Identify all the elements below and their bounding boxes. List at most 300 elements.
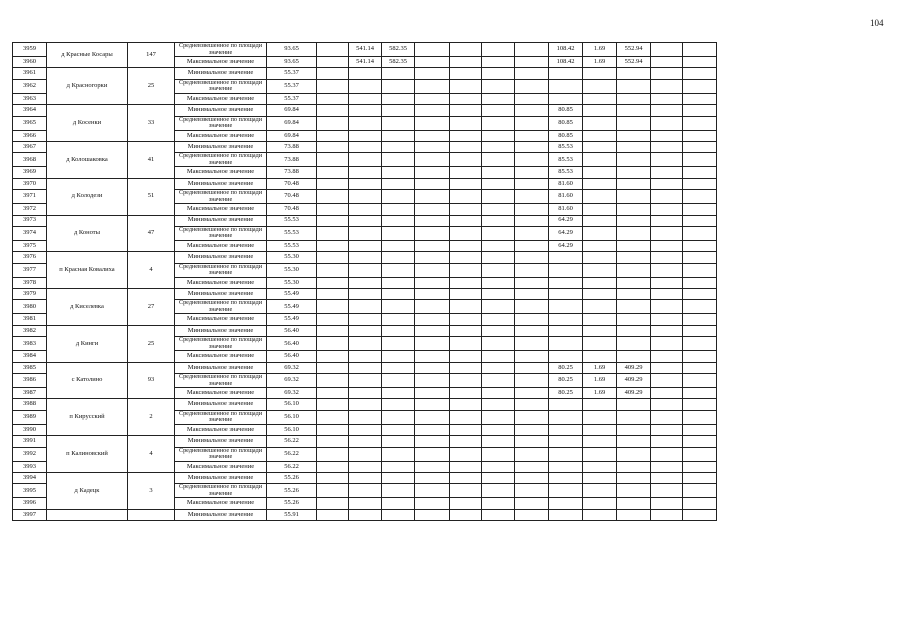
value-cell xyxy=(382,190,415,204)
value-cell xyxy=(617,484,651,498)
value-cell: 55.30 xyxy=(267,263,317,277)
value-cell xyxy=(617,252,651,263)
row-number: 3959 xyxy=(13,43,47,57)
population-count xyxy=(128,509,175,520)
value-cell xyxy=(317,498,349,509)
value-cell xyxy=(651,116,683,130)
value-cell xyxy=(549,484,583,498)
value-cell xyxy=(317,226,349,240)
value-cell xyxy=(415,277,450,288)
value-cell xyxy=(651,153,683,167)
value-cell xyxy=(349,167,382,178)
value-cell: 55.53 xyxy=(267,240,317,251)
value-cell xyxy=(583,252,617,263)
population-count: 147 xyxy=(128,43,175,68)
value-cell xyxy=(317,424,349,435)
population-count: 2 xyxy=(128,399,175,436)
value-cell: 81.60 xyxy=(549,204,583,215)
value-cell xyxy=(450,436,482,447)
value-cell xyxy=(450,263,482,277)
value-cell xyxy=(415,325,450,336)
value-cell xyxy=(515,240,549,251)
value-cell xyxy=(651,68,683,79)
value-cell xyxy=(583,351,617,362)
value-cell xyxy=(349,240,382,251)
value-cell xyxy=(317,472,349,483)
row-number: 3990 xyxy=(13,424,47,435)
value-cell xyxy=(515,190,549,204)
value-cell xyxy=(349,252,382,263)
value-cell xyxy=(583,337,617,351)
value-kind-label: Минимальное значение xyxy=(175,215,267,226)
value-cell xyxy=(683,79,717,93)
row-number: 3962 xyxy=(13,79,47,93)
value-cell xyxy=(382,374,415,388)
value-cell xyxy=(651,57,683,68)
value-cell xyxy=(549,410,583,424)
value-cell xyxy=(617,351,651,362)
population-count: 4 xyxy=(128,436,175,473)
page-number: 104 xyxy=(870,18,884,28)
value-cell xyxy=(415,240,450,251)
value-kind-label: Средневзвешенное по площади значение xyxy=(175,43,267,57)
value-cell xyxy=(382,153,415,167)
value-kind-label: Средневзвешенное по площади значение xyxy=(175,116,267,130)
value-cell xyxy=(317,215,349,226)
value-cell xyxy=(583,424,617,435)
value-cell xyxy=(617,314,651,325)
value-cell xyxy=(415,79,450,93)
row-number: 3985 xyxy=(13,362,47,373)
value-cell xyxy=(382,447,415,461)
value-cell xyxy=(450,215,482,226)
value-cell xyxy=(482,43,515,57)
row-number: 3961 xyxy=(13,68,47,79)
value-cell xyxy=(651,337,683,351)
value-cell xyxy=(415,447,450,461)
value-cell xyxy=(349,190,382,204)
value-cell: 85.53 xyxy=(549,153,583,167)
value-cell xyxy=(450,374,482,388)
value-cell xyxy=(482,153,515,167)
table-row xyxy=(13,252,717,263)
settlement-name: д Колодези xyxy=(47,178,128,215)
settlement-name: д Красные Косары xyxy=(47,43,128,68)
value-cell xyxy=(617,509,651,520)
value-cell xyxy=(683,399,717,410)
settlement-name: д Красногорки xyxy=(47,68,128,105)
value-cell xyxy=(683,57,717,68)
value-cell xyxy=(317,300,349,314)
value-cell xyxy=(317,153,349,167)
value-cell xyxy=(651,240,683,251)
value-cell xyxy=(515,362,549,373)
table-row xyxy=(13,178,717,189)
value-cell xyxy=(382,178,415,189)
value-cell xyxy=(549,325,583,336)
row-number: 3995 xyxy=(13,484,47,498)
value-cell xyxy=(317,105,349,116)
value-cell xyxy=(651,130,683,141)
value-cell xyxy=(549,399,583,410)
value-cell xyxy=(683,314,717,325)
value-cell xyxy=(349,314,382,325)
row-number: 3987 xyxy=(13,388,47,399)
value-cell xyxy=(450,461,482,472)
value-cell xyxy=(515,252,549,263)
value-cell: 1.69 xyxy=(583,388,617,399)
value-cell xyxy=(651,289,683,300)
value-cell xyxy=(482,351,515,362)
value-cell xyxy=(450,399,482,410)
value-kind-label: Средневзвешенное по площади значение xyxy=(175,226,267,240)
value-cell xyxy=(651,325,683,336)
value-kind-label: Максимальное значение xyxy=(175,93,267,104)
value-cell xyxy=(317,277,349,288)
value-cell xyxy=(549,351,583,362)
value-cell xyxy=(317,79,349,93)
value-cell xyxy=(349,374,382,388)
value-cell xyxy=(415,215,450,226)
population-count: 51 xyxy=(128,178,175,215)
value-cell xyxy=(415,314,450,325)
value-cell xyxy=(450,93,482,104)
value-kind-label: Минимальное значение xyxy=(175,178,267,189)
value-cell xyxy=(583,93,617,104)
value-cell xyxy=(617,153,651,167)
value-cell xyxy=(651,472,683,483)
value-cell: 552.94 xyxy=(617,57,651,68)
value-cell xyxy=(683,509,717,520)
value-cell xyxy=(382,68,415,79)
value-cell xyxy=(317,57,349,68)
value-cell xyxy=(450,252,482,263)
value-cell xyxy=(349,362,382,373)
value-cell xyxy=(317,43,349,57)
value-cell: 409.29 xyxy=(617,362,651,373)
value-cell xyxy=(415,153,450,167)
value-cell xyxy=(450,289,482,300)
value-cell xyxy=(583,190,617,204)
value-cell xyxy=(482,362,515,373)
value-cell xyxy=(482,178,515,189)
value-cell xyxy=(617,105,651,116)
value-cell xyxy=(382,130,415,141)
value-cell xyxy=(415,263,450,277)
value-cell xyxy=(549,314,583,325)
value-cell xyxy=(482,277,515,288)
data-table xyxy=(12,42,717,521)
value-cell xyxy=(651,314,683,325)
value-cell xyxy=(382,472,415,483)
value-cell xyxy=(317,263,349,277)
value-kind-label: Максимальное значение xyxy=(175,277,267,288)
value-cell xyxy=(450,130,482,141)
value-cell: 409.29 xyxy=(617,388,651,399)
value-kind-label: Минимальное значение xyxy=(175,399,267,410)
value-cell xyxy=(651,509,683,520)
value-cell xyxy=(450,226,482,240)
value-cell xyxy=(515,484,549,498)
value-cell xyxy=(450,153,482,167)
value-cell xyxy=(482,498,515,509)
value-cell xyxy=(450,314,482,325)
value-cell xyxy=(583,277,617,288)
value-cell: 80.85 xyxy=(549,116,583,130)
value-cell xyxy=(415,424,450,435)
row-number: 3991 xyxy=(13,436,47,447)
value-cell xyxy=(349,263,382,277)
population-count: 25 xyxy=(128,325,175,362)
value-cell xyxy=(683,215,717,226)
value-cell xyxy=(482,141,515,152)
value-cell xyxy=(617,215,651,226)
value-cell xyxy=(515,388,549,399)
value-cell xyxy=(683,252,717,263)
row-number: 3970 xyxy=(13,178,47,189)
value-cell xyxy=(617,461,651,472)
value-cell: 56.10 xyxy=(267,424,317,435)
value-cell xyxy=(651,178,683,189)
value-cell xyxy=(583,399,617,410)
value-cell xyxy=(317,399,349,410)
value-cell xyxy=(450,472,482,483)
value-cell xyxy=(482,263,515,277)
value-cell xyxy=(382,263,415,277)
value-cell xyxy=(349,472,382,483)
value-cell xyxy=(317,289,349,300)
value-cell xyxy=(683,374,717,388)
row-number: 3983 xyxy=(13,337,47,351)
value-cell: 73.88 xyxy=(267,167,317,178)
value-cell xyxy=(515,314,549,325)
value-cell: 55.26 xyxy=(267,484,317,498)
value-cell xyxy=(482,337,515,351)
value-cell xyxy=(683,337,717,351)
value-cell xyxy=(450,447,482,461)
value-cell xyxy=(349,337,382,351)
value-cell xyxy=(317,337,349,351)
value-cell xyxy=(683,424,717,435)
value-cell: 69.32 xyxy=(267,374,317,388)
value-cell xyxy=(583,204,617,215)
value-cell xyxy=(617,263,651,277)
value-kind-label: Средневзвешенное по площади значение xyxy=(175,263,267,277)
value-cell xyxy=(415,130,450,141)
value-cell: 69.84 xyxy=(267,105,317,116)
row-number: 3974 xyxy=(13,226,47,240)
value-cell xyxy=(382,116,415,130)
value-cell xyxy=(415,252,450,263)
table-row xyxy=(13,141,717,152)
value-cell: 81.60 xyxy=(549,178,583,189)
population-count: 47 xyxy=(128,215,175,252)
value-cell xyxy=(515,105,549,116)
value-cell xyxy=(349,226,382,240)
value-cell xyxy=(482,105,515,116)
value-cell xyxy=(583,240,617,251)
value-cell xyxy=(482,204,515,215)
value-cell xyxy=(317,351,349,362)
value-cell xyxy=(317,436,349,447)
row-number: 3965 xyxy=(13,116,47,130)
value-cell xyxy=(651,204,683,215)
value-cell xyxy=(617,79,651,93)
value-cell: 55.30 xyxy=(267,252,317,263)
value-cell xyxy=(651,300,683,314)
value-cell xyxy=(549,252,583,263)
row-number: 3978 xyxy=(13,277,47,288)
value-cell xyxy=(683,43,717,57)
value-cell xyxy=(349,351,382,362)
row-number: 3964 xyxy=(13,105,47,116)
row-number: 3982 xyxy=(13,325,47,336)
value-cell xyxy=(317,204,349,215)
value-cell xyxy=(482,509,515,520)
value-kind-label: Минимальное значение xyxy=(175,289,267,300)
value-cell xyxy=(651,167,683,178)
value-cell xyxy=(450,167,482,178)
value-kind-label: Минимальное значение xyxy=(175,68,267,79)
value-kind-label: Максимальное значение xyxy=(175,240,267,251)
row-number: 3989 xyxy=(13,410,47,424)
value-cell xyxy=(349,277,382,288)
value-cell xyxy=(382,410,415,424)
value-cell xyxy=(482,289,515,300)
value-cell xyxy=(415,337,450,351)
value-cell xyxy=(515,325,549,336)
value-cell xyxy=(515,130,549,141)
value-cell xyxy=(450,424,482,435)
value-cell xyxy=(349,105,382,116)
value-cell xyxy=(382,277,415,288)
value-cell: 56.40 xyxy=(267,325,317,336)
value-cell xyxy=(683,263,717,277)
value-cell xyxy=(651,436,683,447)
value-cell xyxy=(549,289,583,300)
population-count: 33 xyxy=(128,105,175,142)
value-cell xyxy=(617,116,651,130)
value-cell xyxy=(482,116,515,130)
value-cell xyxy=(482,447,515,461)
value-cell xyxy=(450,141,482,152)
value-cell xyxy=(415,226,450,240)
value-kind-label: Максимальное значение xyxy=(175,351,267,362)
value-cell: 85.53 xyxy=(549,167,583,178)
value-cell xyxy=(450,190,482,204)
value-cell xyxy=(382,314,415,325)
value-cell: 55.53 xyxy=(267,226,317,240)
value-cell xyxy=(683,167,717,178)
value-cell xyxy=(317,190,349,204)
value-cell xyxy=(450,300,482,314)
value-cell xyxy=(415,116,450,130)
value-cell xyxy=(549,277,583,288)
value-kind-label: Минимальное значение xyxy=(175,325,267,336)
value-cell xyxy=(515,204,549,215)
value-kind-label: Средневзвешенное по площади значение xyxy=(175,374,267,388)
value-cell xyxy=(515,43,549,57)
value-cell xyxy=(549,79,583,93)
value-cell xyxy=(651,484,683,498)
value-cell xyxy=(549,436,583,447)
value-cell xyxy=(450,105,482,116)
value-cell: 55.37 xyxy=(267,93,317,104)
value-cell xyxy=(583,484,617,498)
value-cell xyxy=(415,43,450,57)
value-cell xyxy=(515,436,549,447)
value-cell xyxy=(317,141,349,152)
table-row xyxy=(13,68,717,79)
settlement-name: с Католино xyxy=(47,362,128,399)
value-cell: 55.26 xyxy=(267,472,317,483)
value-cell xyxy=(482,226,515,240)
value-cell xyxy=(415,93,450,104)
value-cell: 56.40 xyxy=(267,351,317,362)
value-cell xyxy=(415,410,450,424)
value-cell xyxy=(515,337,549,351)
value-cell xyxy=(651,190,683,204)
value-cell xyxy=(317,447,349,461)
value-cell xyxy=(651,388,683,399)
row-number: 3984 xyxy=(13,351,47,362)
value-cell xyxy=(549,93,583,104)
value-cell xyxy=(382,105,415,116)
value-cell xyxy=(382,252,415,263)
value-cell xyxy=(415,167,450,178)
value-cell xyxy=(683,105,717,116)
value-cell: 55.49 xyxy=(267,300,317,314)
value-cell xyxy=(683,116,717,130)
value-cell xyxy=(515,399,549,410)
value-cell: 70.48 xyxy=(267,190,317,204)
value-cell xyxy=(349,204,382,215)
value-cell xyxy=(482,472,515,483)
value-cell xyxy=(549,68,583,79)
value-cell: 409.29 xyxy=(617,374,651,388)
value-cell: 1.69 xyxy=(583,374,617,388)
value-cell xyxy=(515,277,549,288)
value-cell xyxy=(617,178,651,189)
value-cell xyxy=(683,240,717,251)
value-kind-label: Минимальное значение xyxy=(175,141,267,152)
value-cell xyxy=(317,461,349,472)
row-number: 3997 xyxy=(13,509,47,520)
value-cell xyxy=(482,167,515,178)
settlement-name: д Косенки xyxy=(47,105,128,142)
value-cell xyxy=(349,509,382,520)
value-cell xyxy=(317,68,349,79)
value-cell xyxy=(349,130,382,141)
value-cell xyxy=(683,204,717,215)
value-cell xyxy=(382,484,415,498)
table-row xyxy=(13,289,717,300)
value-cell xyxy=(515,374,549,388)
value-cell xyxy=(382,204,415,215)
value-cell xyxy=(651,277,683,288)
value-cell xyxy=(549,300,583,314)
value-cell xyxy=(651,215,683,226)
table-row xyxy=(13,215,717,226)
value-cell xyxy=(583,461,617,472)
value-cell xyxy=(515,141,549,152)
value-cell xyxy=(415,351,450,362)
value-cell xyxy=(583,116,617,130)
value-cell xyxy=(683,178,717,189)
value-cell xyxy=(482,314,515,325)
value-cell xyxy=(549,337,583,351)
value-cell xyxy=(415,178,450,189)
